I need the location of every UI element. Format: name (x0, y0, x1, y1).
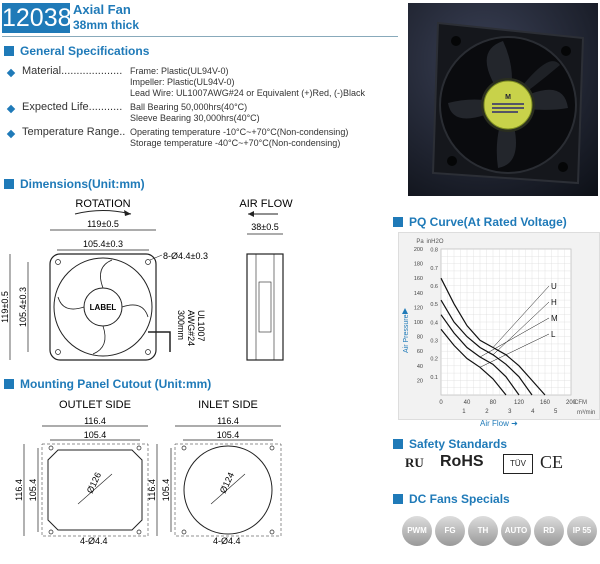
x-tick-label: 80 (489, 400, 497, 406)
y-axis-label: Air Pressure (403, 314, 410, 353)
y-tick-label: 40 (416, 363, 423, 370)
section-square-icon (4, 179, 14, 189)
wire-spec-1: UL1007 (196, 310, 206, 342)
width-hole-label: 105.4±0.3 (83, 239, 123, 249)
outlet-width-1: 116.4 (84, 416, 106, 426)
y2-tick-label: 0.5 (430, 302, 438, 309)
x2-tick-label: 3 (508, 409, 512, 415)
outlet-holes: 4-Ø4.4 (80, 536, 108, 546)
unit-cfm: CFM (574, 400, 587, 406)
general-specs-heading: General Specifications (4, 44, 149, 58)
inlet-side-label: INLET SIDE (198, 399, 258, 411)
x2-tick-label: 5 (554, 409, 558, 415)
y2-tick-label: 0.3 (430, 338, 438, 345)
ip55-icon: IP 55 (567, 516, 597, 546)
inlet-height-2: 105.4 (161, 478, 171, 502)
pq-chart (398, 232, 600, 420)
life-value-1: Ball Bearing 50,000hrs(40°C) (130, 102, 248, 112)
auto-restart-icon: AUTO (501, 516, 531, 546)
rohs-mark: RoHS (440, 453, 484, 470)
x2-tick-label: 4 (531, 409, 535, 415)
inlet-width-2: 105.4 (216, 430, 240, 440)
y2-tick-label: 0.8 (430, 247, 438, 254)
width-outer-label: 119±0.5 (87, 219, 119, 229)
inlet-height-1: 116.4 (147, 479, 157, 501)
ce-mark: CE (540, 452, 564, 472)
y2-tick-label: 0.6 (430, 283, 438, 290)
outlet-height-1: 116.4 (14, 479, 24, 501)
y-axis-arrow-icon (402, 308, 408, 314)
material-value-1: Frame: Plastic(UL94V-0) (130, 66, 229, 76)
section-square-icon (4, 379, 14, 389)
series-label-h: H (551, 298, 557, 307)
y2-tick-label: 0.2 (430, 356, 438, 363)
life-label: Expected Life........... (22, 101, 123, 113)
outlet-width-2: 105.4 (83, 430, 107, 440)
fan-type: Axial Fan (73, 2, 131, 17)
section-square-icon (393, 494, 403, 504)
inlet-holes: 4-Ø4.4 (213, 536, 241, 546)
dimension-drawing (0, 192, 400, 367)
rotation-arrow-icon (124, 210, 131, 216)
model-number: 12038 (2, 4, 72, 32)
pq-chart-svg (399, 233, 599, 419)
cutout-drawing (0, 394, 400, 559)
pq-heading: PQ Curve(At Rated Voltage) (393, 215, 567, 229)
dimensions-heading: Dimensions(Unit:mm) (4, 177, 145, 191)
y2-tick-label: 0.7 (430, 265, 438, 272)
y2-tick-label: 0.1 (430, 374, 438, 381)
material-label: Material.................... (22, 65, 123, 77)
depth-label: 38±0.5 (251, 222, 279, 232)
inlet-diameter: Ø124 (217, 470, 237, 495)
fan-photo (408, 3, 598, 196)
series-label-u: U (551, 282, 557, 291)
pwm-icon: PWM (402, 516, 432, 546)
y-tick-label: 20 (416, 378, 423, 385)
unit-m3: m³/min (577, 410, 596, 416)
temp-value-1: Operating temperature -10°C~+70°C(Non-condensing) (130, 127, 349, 137)
bullet-diamond-icon (7, 69, 15, 77)
outlet-side-label: OUTLET SIDE (59, 399, 131, 411)
temp-label: Temperature Range.. (22, 126, 126, 138)
y-tick-label: 140 (413, 290, 423, 297)
outlet-height-2: 105.4 (28, 478, 38, 502)
bullet-diamond-icon (7, 105, 15, 113)
tuv-mark: TÜV (503, 454, 533, 474)
y-tick-label: 160 (413, 276, 423, 283)
series-label-m: M (551, 314, 558, 323)
svg-text:M: M (505, 94, 511, 101)
specials-heading: DC Fans Specials (393, 492, 510, 506)
y-tick-label: 200 (413, 247, 423, 253)
y-tick-label: 100 (413, 320, 423, 326)
section-square-icon (393, 439, 403, 449)
wire-spec-3: 300mm (176, 310, 186, 341)
safety-heading: Safety Standards (393, 437, 507, 451)
airflow-label: AIR FLOW (239, 198, 293, 210)
x-tick-label: 40 (463, 400, 471, 406)
y-tick-label: 80 (416, 334, 423, 341)
series-label-l: L (551, 330, 556, 339)
header-rule (2, 36, 398, 37)
thermal-icon: TH (468, 516, 498, 546)
ur-mark: RU (405, 455, 424, 470)
rotation-label: ROTATION (75, 198, 131, 210)
unit-inh2o: inH2O (426, 239, 444, 245)
label-area: LABEL (89, 303, 117, 312)
cutout-heading: Mounting Panel Cutout (Unit:mm) (4, 377, 211, 391)
material-value-3: Lead Wire: UL1007AWG#24 or Equivalent (+)Red, (-)Black (130, 88, 366, 98)
height-outer-label: 119±0.5 (0, 291, 10, 323)
height-hole-label: 105.4±0.3 (18, 287, 28, 327)
x2-tick-label: 1 (462, 409, 466, 415)
x-tick-label: 200 (565, 400, 577, 406)
hole-spec-label: 8-Ø4.4±0.3 (163, 251, 208, 261)
outlet-diameter: Ø126 (84, 470, 104, 495)
airflow-arrow-icon (248, 211, 254, 217)
fan-image (408, 3, 598, 196)
x-axis-arrow-icon: ➜ (511, 419, 518, 428)
y2-tick-label: 0.4 (430, 320, 438, 327)
fg-icon: FG (435, 516, 465, 546)
x-axis-caption: Air Flow ➜ (480, 419, 518, 428)
x-tick-label: 0 (439, 400, 443, 406)
y-tick-label: 120 (413, 305, 423, 312)
temp-value-2: Storage temperature -40°C~+70°C(Non-condensing) (130, 138, 341, 148)
x-tick-label: 160 (539, 400, 551, 406)
wire-spec-2: AWG#24 (186, 310, 196, 347)
unit-pa: Pa (416, 239, 424, 245)
fan-thickness: 38mm thick (73, 18, 140, 32)
x-tick-label: 120 (513, 400, 525, 406)
bullet-diamond-icon (7, 130, 15, 138)
x2-tick-label: 2 (485, 409, 489, 415)
y-tick-label: 180 (413, 261, 423, 268)
section-square-icon (393, 217, 403, 227)
fan-side-outline (247, 254, 283, 360)
material-value-2: Impeller: Plastic(UL94V-0) (130, 77, 235, 87)
y-tick-label: 60 (416, 349, 423, 356)
inlet-width-1: 116.4 (217, 416, 239, 426)
section-square-icon (4, 46, 14, 56)
rd-icon: RD (534, 516, 564, 546)
life-value-2: Sleeve Bearing 30,000hrs(40°C) (130, 113, 260, 123)
